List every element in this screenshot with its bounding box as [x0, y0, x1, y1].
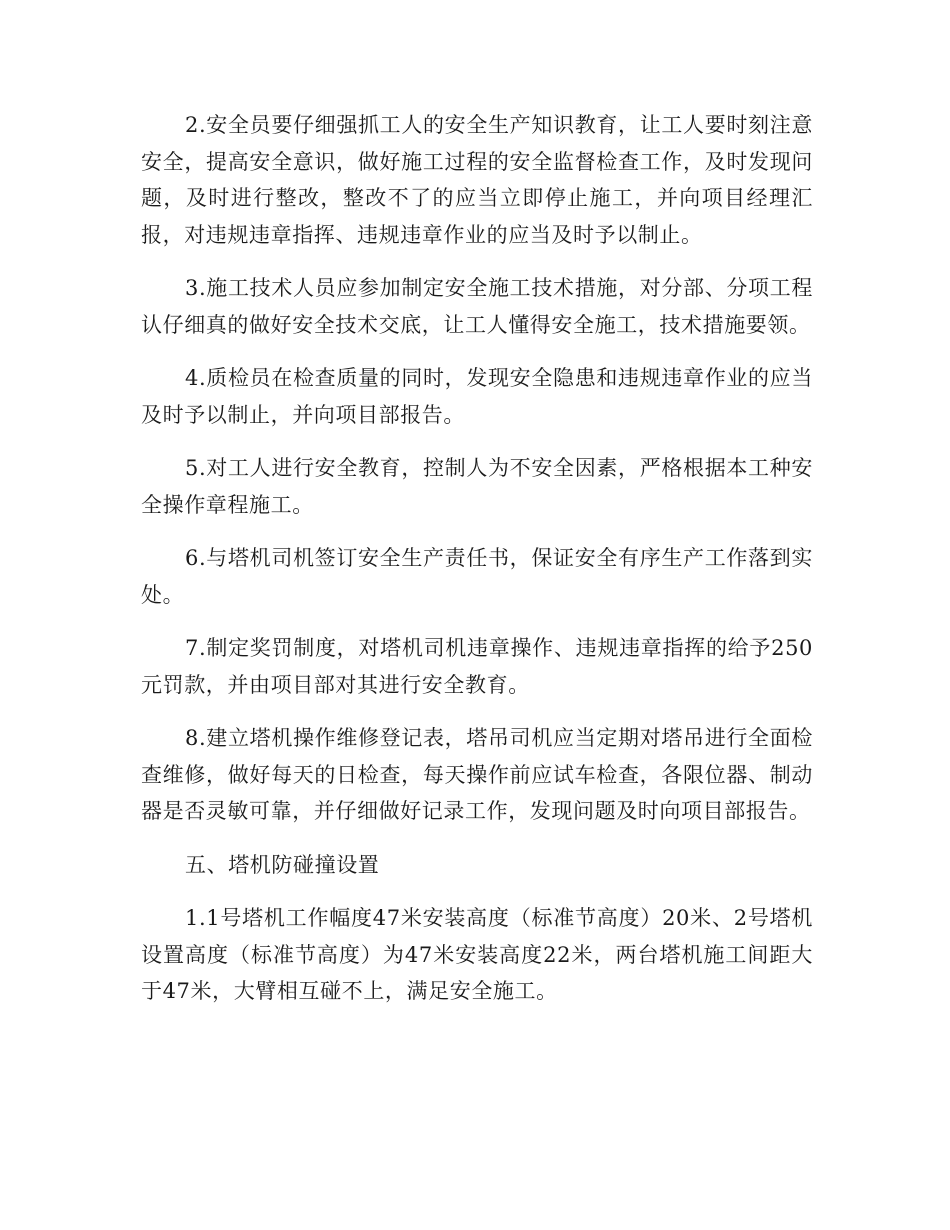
section-paragraph-1: 1.1号塔机工作幅度47米安装高度（标准节高度）20米、2号塔机设置高度（标准节高度）为47米安装高度22米，两台塔机施工间距大于47米，大臂相互碰不上，满足安全施工。: [141, 906, 813, 1003]
paragraph-item-4: 4.质检员在检查质量的同时，发现安全隐患和违规违章作业的应当及时予以制止，并向项目部报告。: [141, 366, 813, 427]
paragraph-item-2: 2.安全员要仔细强抓工人的安全生产知识教育，让工人要时刻注意安全，提高安全意识，做好施工过程的安全监督检查工作，及时发现问题，及时进行整改，整改不了的应当立即停止施工，并向项目经理汇报，对违规违章指挥、违规违章作业的应当及时予以制止。: [141, 113, 813, 247]
document-body: [141, 107, 813, 1027]
paragraph-item-5: 5.对工人进行安全教育，控制人为不安全因素，严格根据本工种安全操作章程施工。: [141, 456, 813, 517]
paragraph-item-8: 8.建立塔机操作维修登记表，塔吊司机应当定期对塔吊进行全面检查维修，做好每天的日检查，每天操作前应试车检查，各限位器、制动器是否灵敏可靠，并仔细做好记录工作，发现问题及时向项目部报告。: [141, 726, 813, 823]
paragraph-item-6: 6.与塔机司机签订安全生产责任书，保证安全有序生产工作落到实处。: [141, 546, 813, 607]
paragraph-item-3: 3.施工技术人员应参加制定安全施工技术措施，对分部、分项工程认仔细真的做好安全技术交底，让工人懂得安全施工，技术措施要领。: [141, 276, 813, 337]
section-heading: 五、塔机防碰撞设置: [185, 852, 380, 877]
paragraph-item-7: 7.制定奖罚制度，对塔机司机违章操作、违规违章指挥的给予250元罚款，并由项目部对其进行安全教育。: [141, 636, 813, 697]
